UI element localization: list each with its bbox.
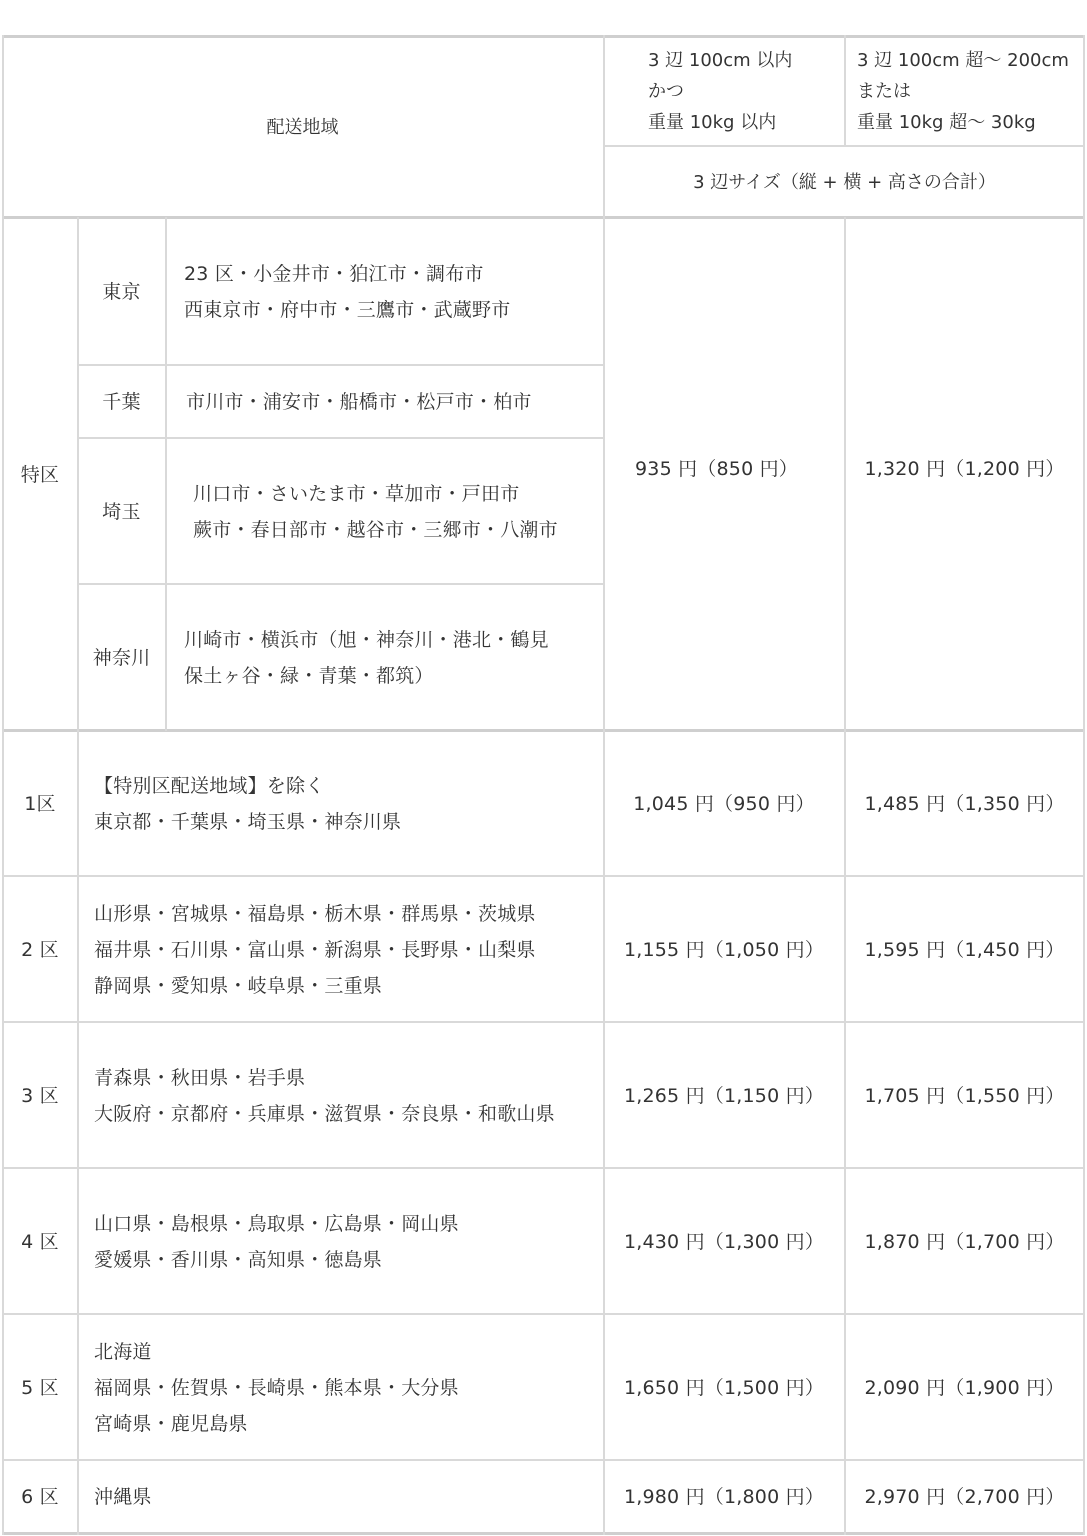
area-line: 保土ヶ谷・緑・青葉・都筑） bbox=[184, 664, 434, 687]
price-small: 1,980 円（1,800 円） bbox=[623, 1486, 825, 1508]
price-small: 1,155 円（1,050 円） bbox=[623, 938, 825, 961]
area-line: 福岡県・佐賀県・長崎県・熊本県・大分県 bbox=[94, 1376, 459, 1399]
area-line: 【特別区配送地域】を除く bbox=[94, 775, 325, 797]
area-list bbox=[94, 1023, 603, 1168]
price-small: 935 円（850 円） bbox=[635, 458, 799, 480]
header-area: 配送地域 bbox=[266, 116, 339, 138]
area-line: 北海道 bbox=[94, 1340, 152, 1363]
prefecture-label: 東京 bbox=[102, 281, 141, 303]
prefecture-label: 埼玉 bbox=[102, 500, 141, 523]
zone-label: 1区 bbox=[24, 793, 56, 815]
header-size-note: 3 辺サイズ（縦 + 横 + 高さの合計） bbox=[693, 171, 996, 193]
header-size-small-line: 重量 10kg 以内 bbox=[648, 112, 777, 133]
area-list bbox=[94, 732, 603, 876]
area-list bbox=[94, 1315, 603, 1460]
area-line: 青森県・秋田県・岩手県 bbox=[94, 1066, 306, 1089]
header-size-large-line: 重量 10kg 超～ 30kg bbox=[857, 112, 1036, 133]
prefecture-label: 神奈川 bbox=[92, 646, 151, 669]
area-line: 沖縄県 bbox=[94, 1486, 152, 1508]
area-line: 愛媛県・香川県・高知県・徳島県 bbox=[94, 1248, 383, 1271]
price-large: 1,870 円（1,700 円） bbox=[864, 1230, 1065, 1253]
area-line: 市川市・浦安市・船橋市・松戸市・柏市 bbox=[186, 391, 532, 413]
area-line: 23 区・小金井市・狛江市・調布市 bbox=[184, 263, 484, 285]
price-large: 1,705 円（1,550 円） bbox=[864, 1084, 1065, 1107]
price-small: 1,265 円（1,150 円） bbox=[623, 1084, 825, 1107]
zone-label: 4 区 bbox=[21, 1230, 59, 1253]
zone-label: 6 区 bbox=[21, 1486, 59, 1508]
area-list bbox=[186, 366, 603, 438]
area-line: 静岡県・愛知県・岐阜県・三重県 bbox=[94, 974, 383, 997]
area-line: 福井県・石川県・富山県・新潟県・長野県・山梨県 bbox=[94, 938, 536, 961]
area-line: 川口市・さいたま市・草加市・戸田市 bbox=[193, 482, 520, 505]
area-line: 山口県・島根県・鳥取県・広島県・岡山県 bbox=[94, 1212, 459, 1235]
header-size-large-line: または bbox=[857, 81, 911, 102]
area-line: 川崎市・横浜市（旭・神奈川・港北・鶴見 bbox=[184, 628, 549, 651]
zone-label: 2 区 bbox=[21, 938, 59, 961]
price-small: 1,430 円（1,300 円） bbox=[623, 1230, 825, 1253]
header-size-small bbox=[648, 37, 844, 146]
zone-label: 5 区 bbox=[21, 1376, 59, 1399]
area-list bbox=[94, 1169, 603, 1314]
area-line: 山形県・宮城県・福島県・栃木県・群馬県・茨城県 bbox=[94, 902, 536, 925]
header-size-large-line: 3 辺 100cm 超～ 200cm bbox=[857, 50, 1069, 71]
zone-label: 3 区 bbox=[21, 1084, 59, 1107]
price-small: 1,045 円（950 円） bbox=[633, 793, 815, 815]
area-line: 東京都・千葉県・埼玉県・神奈川県 bbox=[94, 811, 402, 833]
price-large: 2,090 円（1,900 円） bbox=[864, 1376, 1065, 1399]
area-list bbox=[94, 1461, 603, 1533]
header-size-large bbox=[857, 37, 1083, 146]
price-large: 1,485 円（1,350 円） bbox=[864, 793, 1065, 815]
area-list bbox=[184, 585, 603, 730]
area-line: 蕨市・春日部市・越谷市・三郷市・八潮市 bbox=[193, 518, 558, 541]
area-list bbox=[184, 219, 603, 365]
header-size-small-line: かつ bbox=[648, 81, 684, 102]
area-list bbox=[94, 877, 603, 1022]
area-line: 宮崎県・鹿児島県 bbox=[94, 1412, 248, 1435]
area-line: 西東京市・府中市・三鷹市・武蔵野市 bbox=[184, 299, 511, 321]
header-size-small-line: 3 辺 100cm 以内 bbox=[648, 50, 793, 71]
zone-label: 特区 bbox=[20, 463, 60, 486]
area-line: 大阪府・京都府・兵庫県・滋賀県・奈良県・和歌山県 bbox=[94, 1102, 555, 1125]
area-list bbox=[193, 439, 603, 584]
price-large: 2,970 円（2,700 円） bbox=[864, 1486, 1065, 1508]
prefecture-label: 千葉 bbox=[102, 391, 141, 413]
price-small: 1,650 円（1,500 円） bbox=[623, 1376, 825, 1399]
price-large: 1,320 円（1,200 円） bbox=[864, 458, 1065, 480]
price-large: 1,595 円（1,450 円） bbox=[864, 938, 1065, 961]
